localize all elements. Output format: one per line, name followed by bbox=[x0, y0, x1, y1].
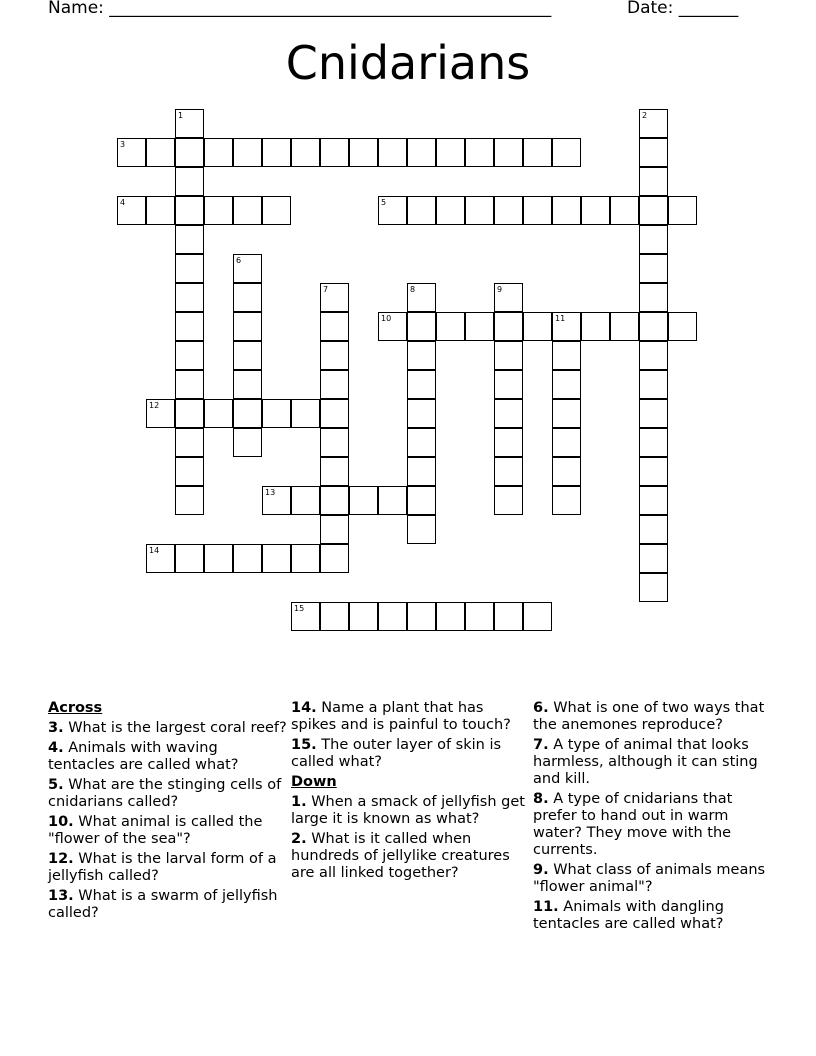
grid-cell[interactable] bbox=[436, 312, 465, 341]
grid-cell[interactable] bbox=[639, 138, 668, 167]
page-title: Cnidarians bbox=[285, 36, 531, 90]
grid-cell[interactable] bbox=[523, 602, 552, 631]
grid-cell[interactable] bbox=[494, 196, 523, 225]
grid-cell[interactable] bbox=[175, 370, 204, 399]
clue-down-8 bbox=[533, 791, 773, 859]
grid-cell[interactable] bbox=[233, 283, 262, 312]
clue-across-12 bbox=[48, 851, 288, 885]
grid-cell[interactable] bbox=[639, 457, 668, 486]
date-line: Date: _______ bbox=[627, 0, 739, 18]
clue-number: 13. bbox=[48, 888, 74, 904]
grid-cell[interactable] bbox=[320, 283, 349, 312]
grid-cell[interactable] bbox=[175, 486, 204, 515]
name-line: Name: ____________________________________________________ bbox=[48, 0, 552, 18]
grid-cell[interactable] bbox=[552, 341, 581, 370]
clue-across-10 bbox=[48, 814, 288, 848]
grid-cell[interactable] bbox=[146, 399, 175, 428]
grid-cell[interactable] bbox=[233, 138, 262, 167]
clue-across-14 bbox=[291, 700, 531, 734]
grid-cell[interactable] bbox=[175, 544, 204, 573]
clue-text: What is it called when hundreds of jellylike creatures are all linked together? bbox=[291, 831, 510, 881]
cell-number: 4 bbox=[120, 198, 126, 207]
grid-cell[interactable] bbox=[204, 544, 233, 573]
clue-text: What is the larval form of a jellyfish called? bbox=[48, 851, 277, 884]
grid-cell[interactable] bbox=[175, 457, 204, 486]
grid-cell[interactable] bbox=[175, 341, 204, 370]
grid-cell[interactable] bbox=[407, 602, 436, 631]
grid-cell[interactable] bbox=[349, 602, 378, 631]
clue-text: A type of animal that looks harmless, although it can sting and kill. bbox=[533, 737, 758, 787]
grid-cell[interactable] bbox=[494, 283, 523, 312]
cell-number: 7 bbox=[323, 285, 329, 294]
grid-cell[interactable] bbox=[291, 602, 320, 631]
grid-cell[interactable] bbox=[465, 602, 494, 631]
grid-cell[interactable] bbox=[552, 370, 581, 399]
grid-cell[interactable] bbox=[175, 109, 204, 138]
grid-cell[interactable] bbox=[552, 428, 581, 457]
grid-cell[interactable] bbox=[407, 486, 436, 515]
grid-cell[interactable] bbox=[523, 196, 552, 225]
grid-cell[interactable] bbox=[639, 254, 668, 283]
grid-cell[interactable] bbox=[146, 196, 175, 225]
clue-text: What is the largest coral reef? bbox=[68, 720, 287, 736]
grid-cell[interactable] bbox=[494, 138, 523, 167]
grid-cell[interactable] bbox=[552, 399, 581, 428]
grid-cell[interactable] bbox=[378, 138, 407, 167]
grid-cell[interactable] bbox=[233, 341, 262, 370]
clue-across-5 bbox=[48, 777, 288, 811]
clue-across-4 bbox=[48, 740, 288, 774]
grid-cell[interactable] bbox=[378, 196, 407, 225]
grid-cell[interactable] bbox=[378, 312, 407, 341]
cell-number: 15 bbox=[294, 604, 305, 613]
clue-number: 11. bbox=[533, 899, 559, 915]
grid-cell[interactable] bbox=[494, 399, 523, 428]
clue-number: 8. bbox=[533, 791, 549, 807]
grid-cell[interactable] bbox=[581, 312, 610, 341]
grid-cell[interactable] bbox=[639, 486, 668, 515]
grid-cell[interactable] bbox=[320, 370, 349, 399]
cell-number: 14 bbox=[149, 546, 160, 555]
cell-number: 2 bbox=[642, 111, 648, 120]
grid-cell[interactable] bbox=[204, 196, 233, 225]
grid-cell[interactable] bbox=[639, 399, 668, 428]
clue-number: 9. bbox=[533, 862, 549, 878]
grid-cell[interactable] bbox=[610, 312, 639, 341]
grid-cell[interactable] bbox=[407, 341, 436, 370]
grid-cell[interactable] bbox=[175, 225, 204, 254]
clue-number: 3. bbox=[48, 720, 64, 736]
grid-cell[interactable] bbox=[233, 370, 262, 399]
down-heading: Down bbox=[291, 774, 337, 790]
grid-cell[interactable] bbox=[204, 399, 233, 428]
clue-number: 14. bbox=[291, 700, 317, 716]
grid-cell[interactable] bbox=[291, 486, 320, 515]
grid-cell[interactable] bbox=[639, 312, 668, 341]
clue-number: 15. bbox=[291, 737, 317, 753]
grid-cell[interactable] bbox=[320, 399, 349, 428]
grid-cell[interactable] bbox=[407, 196, 436, 225]
cell-number: 9 bbox=[497, 285, 503, 294]
grid-cell[interactable] bbox=[233, 254, 262, 283]
cell-number: 12 bbox=[149, 401, 160, 410]
grid-cell[interactable] bbox=[639, 515, 668, 544]
clue-across-3 bbox=[48, 720, 288, 737]
clue-text: What class of animals means "flower animal"? bbox=[533, 862, 766, 895]
grid-cell[interactable] bbox=[523, 312, 552, 341]
grid-cell[interactable] bbox=[639, 225, 668, 254]
grid-cell[interactable] bbox=[175, 254, 204, 283]
across-heading: Across bbox=[48, 700, 103, 716]
grid-cell[interactable] bbox=[610, 196, 639, 225]
grid-cell[interactable] bbox=[320, 138, 349, 167]
grid-cell[interactable] bbox=[494, 602, 523, 631]
grid-cell[interactable] bbox=[407, 399, 436, 428]
grid-cell[interactable] bbox=[117, 138, 146, 167]
grid-cell[interactable] bbox=[436, 196, 465, 225]
grid-cell[interactable] bbox=[320, 602, 349, 631]
grid-cell[interactable] bbox=[552, 486, 581, 515]
grid-cell[interactable] bbox=[465, 138, 494, 167]
grid-cell[interactable] bbox=[262, 196, 291, 225]
cell-number: 13 bbox=[265, 488, 276, 497]
grid-cell[interactable] bbox=[320, 312, 349, 341]
clue-number: 12. bbox=[48, 851, 74, 867]
grid-cell[interactable] bbox=[262, 399, 291, 428]
grid-cell[interactable] bbox=[407, 515, 436, 544]
clue-down-6 bbox=[533, 700, 773, 734]
clue-text: Name a plant that has spikes and is painful to touch? bbox=[291, 700, 511, 733]
clue-text: What is one of two ways that the anemones reproduce? bbox=[533, 700, 765, 733]
grid-cell[interactable] bbox=[494, 341, 523, 370]
grid-cell[interactable] bbox=[262, 138, 291, 167]
grid-cell[interactable] bbox=[668, 196, 697, 225]
grid-cell[interactable] bbox=[639, 167, 668, 196]
grid-cell[interactable] bbox=[407, 312, 436, 341]
grid-cell[interactable] bbox=[552, 457, 581, 486]
grid-cell[interactable] bbox=[320, 428, 349, 457]
grid-cell[interactable] bbox=[552, 196, 581, 225]
grid-cell[interactable] bbox=[262, 544, 291, 573]
grid-cell[interactable] bbox=[320, 457, 349, 486]
clues-column-3 bbox=[533, 700, 773, 936]
grid-cell[interactable] bbox=[146, 138, 175, 167]
grid-cell[interactable] bbox=[639, 283, 668, 312]
grid-cell[interactable] bbox=[233, 544, 262, 573]
clue-down-9 bbox=[533, 862, 773, 896]
grid-cell[interactable] bbox=[523, 138, 552, 167]
clue-number: 7. bbox=[533, 737, 549, 753]
cell-number: 11 bbox=[555, 314, 566, 323]
grid-cell[interactable] bbox=[407, 283, 436, 312]
clue-text: Animals with waving tentacles are called what? bbox=[48, 740, 239, 773]
grid-cell[interactable] bbox=[552, 138, 581, 167]
clue-down-7 bbox=[533, 737, 773, 788]
grid-cell[interactable] bbox=[117, 196, 146, 225]
clue-across-13 bbox=[48, 888, 288, 922]
grid-cell[interactable] bbox=[436, 602, 465, 631]
grid-cell[interactable] bbox=[639, 544, 668, 573]
clue-text: What are the stinging cells of cnidarians called? bbox=[48, 777, 282, 810]
grid-cell[interactable] bbox=[436, 138, 465, 167]
grid-cell[interactable] bbox=[639, 109, 668, 138]
grid-cell[interactable] bbox=[639, 370, 668, 399]
grid-cell[interactable] bbox=[175, 138, 204, 167]
grid-cell[interactable] bbox=[175, 428, 204, 457]
grid-cell[interactable] bbox=[494, 370, 523, 399]
clue-across-15 bbox=[291, 737, 531, 771]
clue-number: 10. bbox=[48, 814, 74, 830]
grid-cell[interactable] bbox=[378, 602, 407, 631]
grid-cell[interactable] bbox=[407, 370, 436, 399]
grid-cell[interactable] bbox=[204, 138, 233, 167]
grid-cell[interactable] bbox=[146, 544, 175, 573]
grid-cell[interactable] bbox=[291, 138, 320, 167]
grid-cell[interactable] bbox=[465, 196, 494, 225]
cell-number: 5 bbox=[381, 198, 387, 207]
grid-cell[interactable] bbox=[639, 573, 668, 602]
grid-cell[interactable] bbox=[262, 486, 291, 515]
grid-cell[interactable] bbox=[175, 196, 204, 225]
cell-number: 1 bbox=[178, 111, 184, 120]
grid-cell[interactable] bbox=[175, 283, 204, 312]
grid-cell[interactable] bbox=[465, 312, 494, 341]
cell-number: 3 bbox=[120, 140, 126, 149]
grid-cell[interactable] bbox=[349, 486, 378, 515]
grid-cell[interactable] bbox=[291, 399, 320, 428]
cell-number: 8 bbox=[410, 285, 416, 294]
grid-cell[interactable] bbox=[494, 457, 523, 486]
grid-cell[interactable] bbox=[175, 399, 204, 428]
grid-cell[interactable] bbox=[233, 312, 262, 341]
grid-cell[interactable] bbox=[233, 399, 262, 428]
grid-cell[interactable] bbox=[320, 544, 349, 573]
clue-down-1 bbox=[291, 794, 531, 828]
clue-text: What animal is called the "flower of the sea"? bbox=[48, 814, 263, 847]
grid-cell[interactable] bbox=[581, 196, 610, 225]
clues-column-2 bbox=[291, 700, 531, 885]
grid-cell[interactable] bbox=[233, 428, 262, 457]
grid-cell[interactable] bbox=[320, 515, 349, 544]
clue-number: 6. bbox=[533, 700, 549, 716]
clues-column-1 bbox=[48, 700, 288, 925]
clue-number: 5. bbox=[48, 777, 64, 793]
grid-cell[interactable] bbox=[639, 428, 668, 457]
cell-number: 10 bbox=[381, 314, 392, 323]
grid-cell[interactable] bbox=[291, 544, 320, 573]
clue-down-2 bbox=[291, 831, 531, 882]
grid-cell[interactable] bbox=[349, 138, 378, 167]
clue-text: Animals with dangling tentacles are called what? bbox=[533, 899, 724, 932]
grid-cell[interactable] bbox=[552, 312, 581, 341]
grid-cell[interactable] bbox=[175, 312, 204, 341]
grid-cell[interactable] bbox=[233, 196, 262, 225]
grid-cell[interactable] bbox=[175, 167, 204, 196]
grid-cell[interactable] bbox=[494, 312, 523, 341]
grid-cell[interactable] bbox=[407, 457, 436, 486]
clue-text: The outer layer of skin is called what? bbox=[291, 737, 502, 770]
grid-cell[interactable] bbox=[378, 486, 407, 515]
clue-number: 2. bbox=[291, 831, 307, 847]
grid-cell[interactable] bbox=[668, 312, 697, 341]
grid-cell[interactable] bbox=[407, 138, 436, 167]
clue-down-11 bbox=[533, 899, 773, 933]
clue-number: 1. bbox=[291, 794, 307, 810]
grid-cell[interactable] bbox=[639, 341, 668, 370]
grid-cell[interactable] bbox=[407, 428, 436, 457]
grid-cell[interactable] bbox=[320, 486, 349, 515]
grid-cell[interactable] bbox=[494, 428, 523, 457]
clue-number: 4. bbox=[48, 740, 64, 756]
clue-text: What is a swarm of jellyfish called? bbox=[48, 888, 278, 921]
grid-cell[interactable] bbox=[494, 486, 523, 515]
clue-text: A type of cnidarians that prefer to hand out in warm water? They move with the currents. bbox=[533, 791, 733, 858]
cell-number: 6 bbox=[236, 256, 242, 265]
grid-cell[interactable] bbox=[639, 196, 668, 225]
clue-text: When a smack of jellyfish get large it is known as what? bbox=[291, 794, 525, 827]
grid-cell[interactable] bbox=[320, 341, 349, 370]
